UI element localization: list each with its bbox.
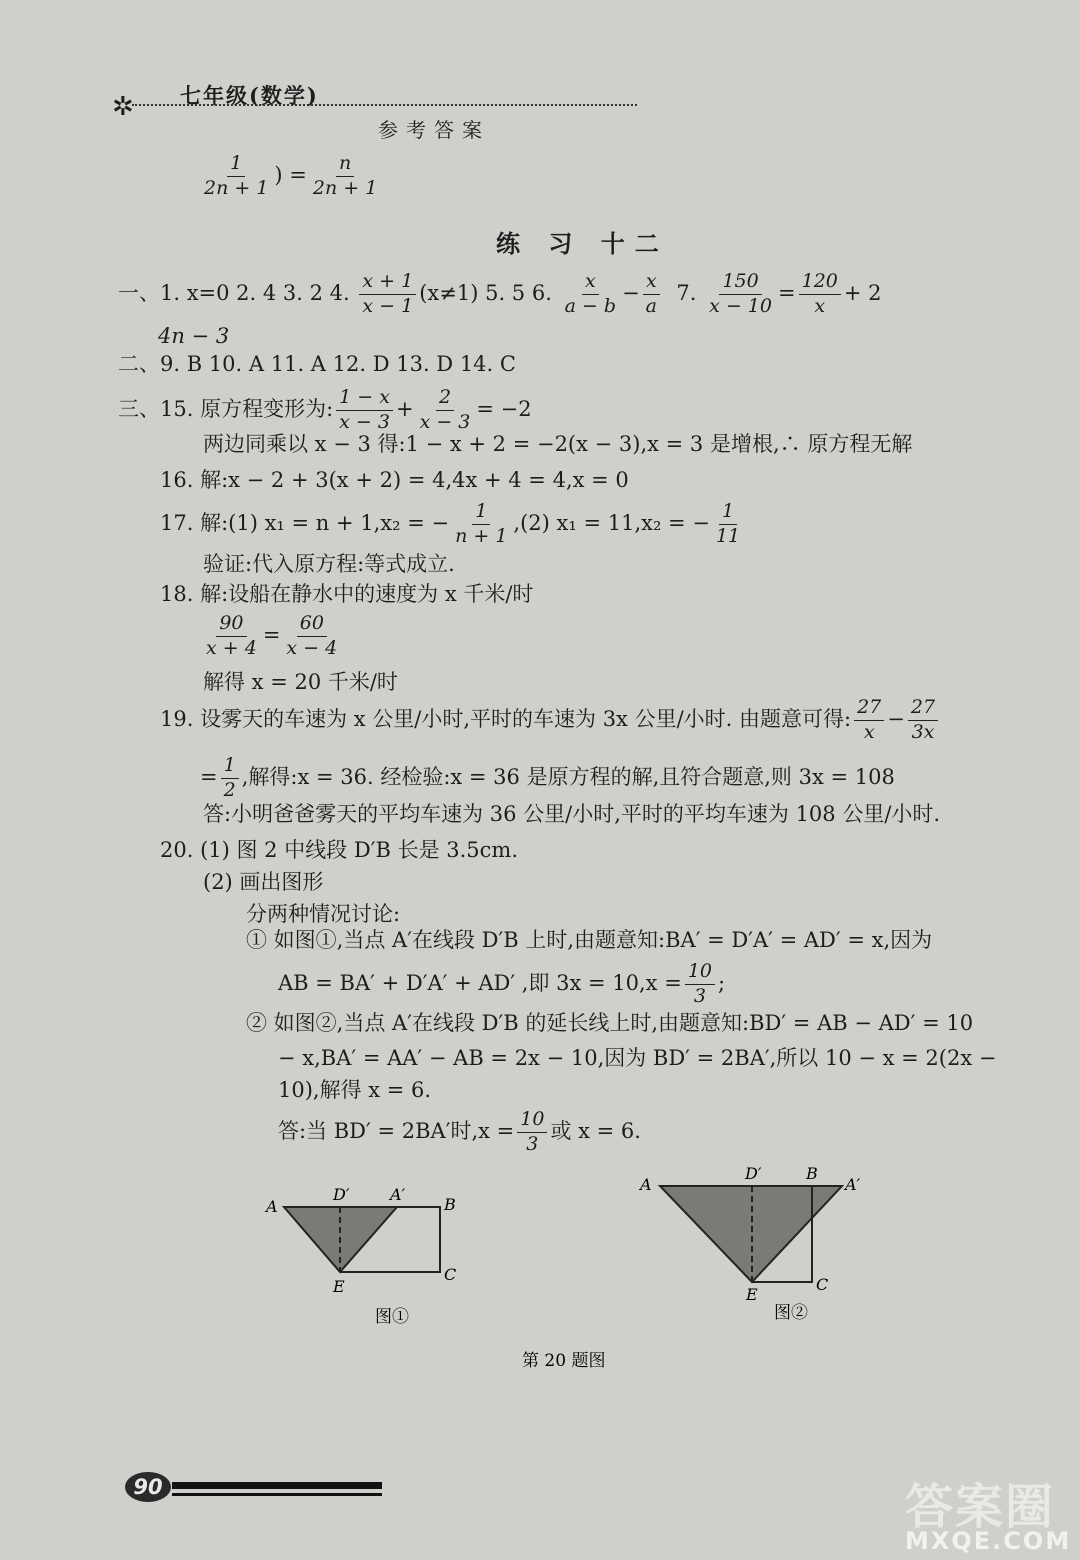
q19-eq: = [200,764,218,789]
frac-den: a − b [564,294,617,317]
frac-num: 1 [227,154,245,177]
frac-num: 1 [719,502,737,525]
answer-q18-line3: 解得 x = 20 千米/时 [203,670,398,694]
frac-num: 120 [799,272,841,295]
answer-q17-line2: 验证:代入原方程:等式成立. [203,552,455,576]
frac-den: x − 4 [286,636,338,659]
frac-den: 3x [911,720,935,743]
frac-den: x − 10 [709,294,772,317]
frac-den: x + 4 [206,636,257,659]
fig1-label-A2: A′ [390,1185,406,1204]
header-star-icon: ✲ [112,92,134,122]
frac-den: 3 [693,984,706,1007]
figure-caption: 第 20 题图 [522,1351,606,1371]
fig2-label-D: D′ [745,1164,762,1183]
q19-minus: − [887,706,905,731]
frac-den: a [645,294,657,317]
frac-den: x − 1 [362,294,414,317]
fig2-label-B: B [806,1164,818,1183]
fig2-label-E: E [746,1285,758,1304]
frac-num: x + 1 [359,272,416,295]
watermark-logo: 答案圈 [905,1479,1056,1535]
frac-num: 1 [472,502,490,525]
answer-q20-l1: 20. (1) 图 2 中线段 D′B 长是 3.5cm. [160,838,519,862]
fig1-caption: 图① [375,1307,409,1327]
q20-l5-b: ; [718,970,726,995]
frac-den: 2n + 1 [204,176,269,199]
fig2-caption: 图② [774,1303,808,1323]
section-title: 练 习 十二 [496,229,669,258]
frac-den: 11 [715,524,741,547]
frac-den: 2 [223,778,236,801]
frac-den: x [863,720,875,743]
footer-bar-thin [172,1493,382,1496]
answer-q20-l3: 分两种情况讨论: [246,902,401,926]
header-subtitle: 参考答案 [378,118,490,142]
answer-q18: 18. 解:设船在静水中的速度为 x 千米/时 [160,582,534,606]
frac-den: n + 1 [455,524,508,547]
answer-q1-line2: 4n − 3 [158,324,230,348]
page-number: 90 [125,1472,171,1502]
q20-l9-a: 答:当 BD′ = 2BA′时,x = [278,1118,515,1143]
fig1-label-A: A [266,1197,278,1216]
frac-den: 3 [526,1132,539,1155]
q19-part-a: 19. 设雾天的车速为 x 公里/小时,平时的车速为 3x 公里/小时. 由题意可得: [160,706,852,731]
q17-part-a: 17. 解:(1) x₁ = n + 1,x₂ = − [160,510,450,535]
frac-num: 1 [221,756,239,779]
fig2-label-A: A [640,1175,652,1194]
frac-num: 10 [517,1110,547,1133]
answer-q16: 16. 解:x − 2 + 3(x + 2) = 4,4x + 4 = 4,x = 0 [160,468,629,492]
q15-part-b: = −2 [476,396,532,421]
frac-num: 10 [685,962,715,985]
answer-q20-l2: (2) 画出图形 [203,870,324,894]
frac-den: x − 3 [419,410,471,433]
q20-l9-b: 或 x = 6. [550,1118,641,1143]
q15-plus: + [395,396,414,421]
answer-q15-line2: 两边同乘以 x − 3 得:1 − x + 2 = −2(x − 3),x = 3 是增根,∴ 原方程无解 [203,432,913,456]
frac-num: 27 [908,698,938,721]
fig2-label-A2: A′ [845,1175,861,1194]
answer-q19-line3: 答:小明爸爸雾天的平均车速为 36 公里/小时,平时的平均车速为 108 公里/小时. [203,802,941,826]
q15-part-a: 三、15. 原方程变形为: [118,396,334,421]
frac-num: 27 [854,698,884,721]
figure-1 [264,1185,456,1327]
fig1-label-D: D′ [333,1185,350,1204]
q1-part-c: 7. [676,280,697,305]
carry-mid: ) = [274,162,307,187]
frac-num: 1 − x [336,388,393,411]
frac-num: 90 [216,614,246,637]
q1-minus: − [622,280,640,305]
q17-part-b: ,(2) x₁ = 11,x₂ = − [513,510,710,535]
figure-2 [638,1164,861,1323]
frac-num: x [643,272,660,295]
q1-part-b: (x≠1) 5. 5 6. [419,280,552,305]
fig1-label-E: E [333,1277,345,1296]
frac-num: n [336,154,354,177]
frac-den: x − 3 [339,410,390,433]
q19-part-b: ,解得:x = 36. 经检验:x = 36 是原方程的解,且符合题意,则 3x = 108 [241,764,895,789]
answer-q20-l4: ① 如图①,当点 A′在线段 D′B 上时,由题意知:BA′ = D′A′ = AD′ = x,因为 [246,928,933,952]
frac-num: 150 [719,272,761,295]
frac-num: 2 [436,388,454,411]
frac-num: 60 [297,614,327,637]
q1-part-a: 一、1. x=0 2. 4 3. 2 4. [118,280,350,305]
header-grade: 七年级(数学) [180,83,319,108]
fig2-label-C: C [816,1275,829,1294]
footer-bar-thick [172,1482,382,1489]
frac-den: x [814,294,826,317]
answer-q20-l7: − x,BA′ = AA′ − AB = 2x − 10,因为 BD′ = 2BA′,所以 10 − x = 2(2x − [278,1046,997,1070]
watermark-url: MXQE.COM [905,1527,1072,1555]
q18-eq-sign: = [262,622,281,647]
q1-eq: = [778,280,796,305]
fig1-label-B: B [444,1195,456,1214]
answer-q20-l8: 10),解得 x = 6. [278,1078,432,1102]
frac-num: x [582,272,599,295]
answer-q20-l6: ② 如图②,当点 A′在线段 D′B 的延长线上时,由题意知:BD′ = AB − AD′ = 10 [246,1011,974,1035]
q1-plus2: + 2 [843,280,882,305]
fig1-label-C: C [444,1265,457,1284]
answer-q2: 二、9. B 10. A 11. A 12. D 13. D 14. C [118,352,516,376]
frac-den: 2n + 1 [312,176,378,199]
q20-l5-a: AB = BA′ + D′A′ + AD′ ,即 3x = 10,x = [278,970,682,995]
